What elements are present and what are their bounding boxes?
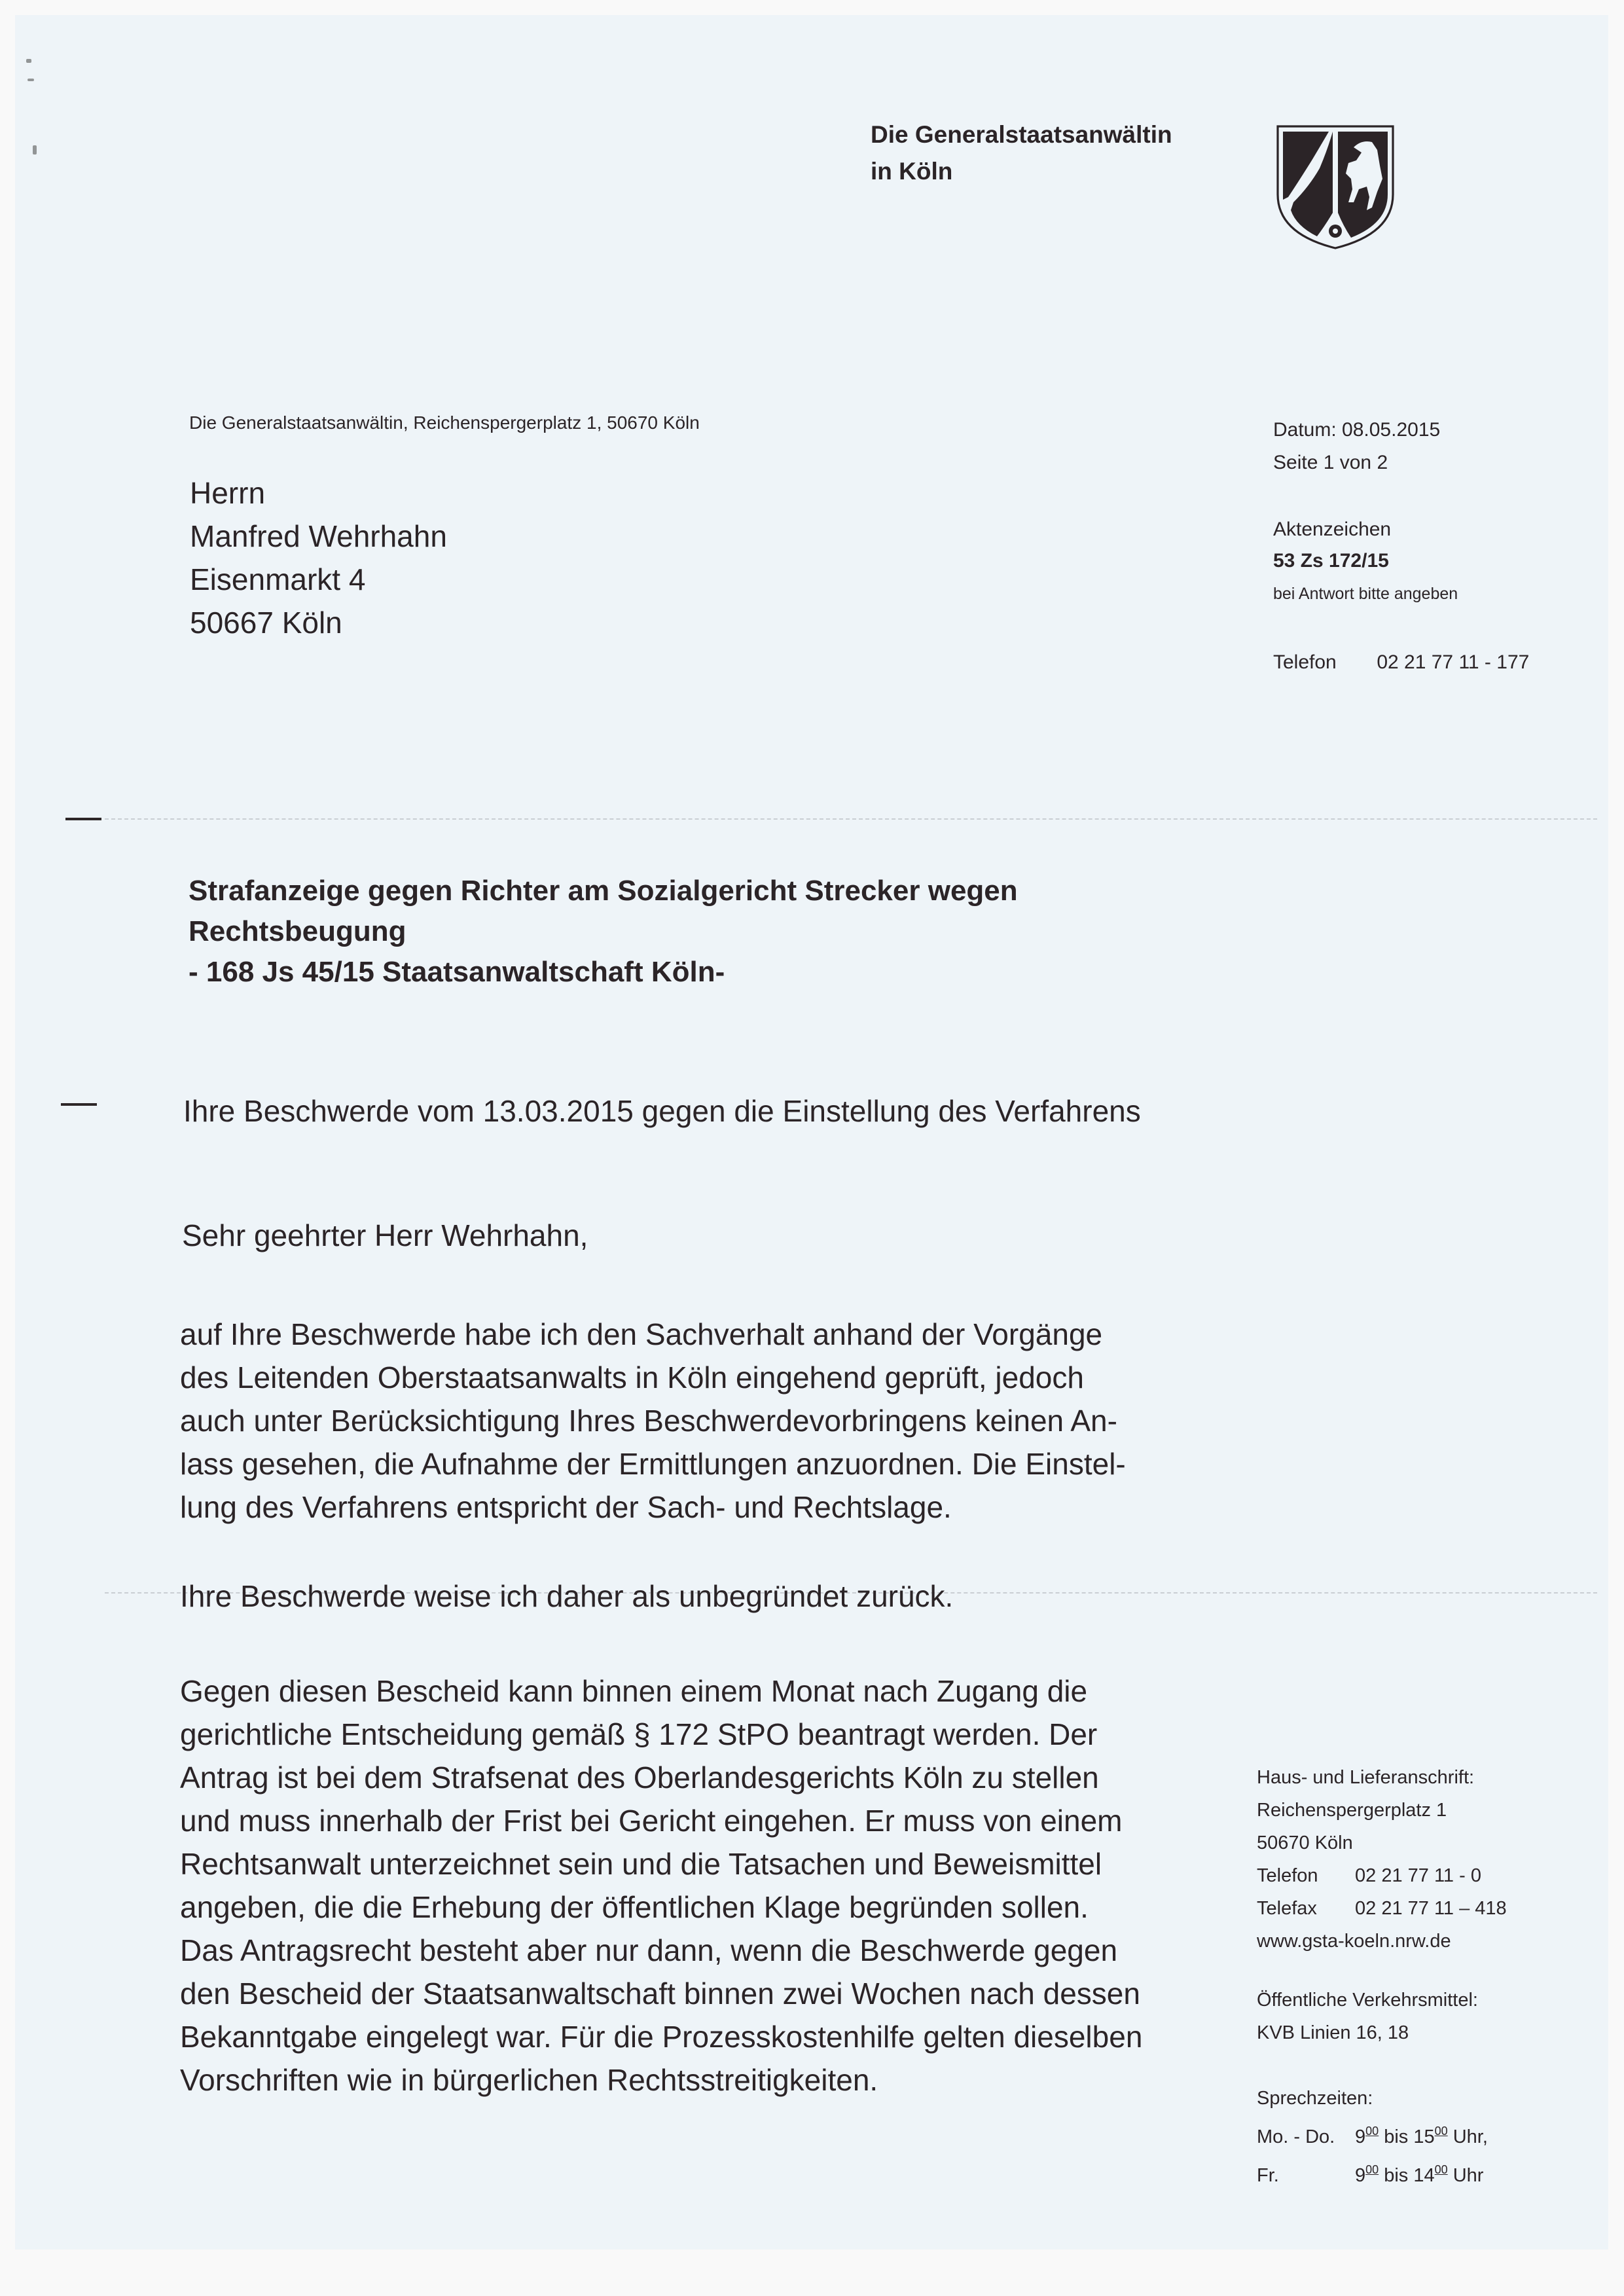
body-line: Vorschriften wie in bürgerlichen Rechtsstreitigkeiten. (180, 2063, 878, 2097)
hours-label: Sprechzeiten: (1257, 2088, 1373, 2109)
body-paragraph-2 (180, 1575, 953, 1618)
sidebar-transit (1257, 1984, 1478, 2049)
hours-from-minutes: 00 (1365, 2124, 1379, 2138)
body-paragraph-3 (180, 1669, 1142, 2102)
body-line: den Bescheid der Staatsanwaltschaft binnen zwei Wochen nach dessen (180, 1977, 1140, 2011)
file-ref-label: Aktenzeichen (1273, 519, 1392, 540)
file-ref-value: 53 Zs 172/15 (1273, 550, 1389, 572)
recipient-address (190, 471, 447, 644)
scan-artifact (27, 79, 34, 81)
nrw-coat-of-arms-icon (1270, 121, 1401, 252)
hours-bis: bis (1384, 2126, 1409, 2147)
recipient-name: Manfred Wehrhahn (190, 519, 447, 553)
subject-case-number: - 168 Js 45/15 Staatsanwaltschaft Köln- (189, 956, 725, 988)
sender-return-address: Die Generalstaatsanwältin, Reichenspergerplatz 1, 50670 Köln (189, 412, 700, 433)
fold-mark-lower (61, 1103, 97, 1106)
date-value: 08.05.2015 (1342, 419, 1441, 441)
transit-lines: KVB Linien 16, 18 (1257, 2022, 1409, 2043)
recipient-street: Eisenmarkt 4 (190, 562, 366, 596)
page-indicator: Seite 1 von 2 (1273, 452, 1388, 473)
file-ref-note: bei Antwort bitte angeben (1273, 585, 1458, 603)
sidebar-office-hours (1257, 2082, 1488, 2192)
hours-suffix: Uhr (1453, 2165, 1484, 2186)
sidebar-fax-value: 02 21 77 11 – 418 (1355, 1898, 1507, 1919)
hours-bis: bis (1384, 2165, 1409, 2186)
sidebar-fax-label: Telefax (1257, 1898, 1317, 1919)
hours-from: 9 (1355, 2126, 1366, 2147)
website-link[interactable]: www.gsta-koeln.nrw.de (1257, 1931, 1451, 1952)
body-line: Bekanntgabe eingelegt war. Für die Prozesskostenhilfe gelten dieselben (180, 2020, 1143, 2054)
body-line: Das Antragsrecht besteht aber nur dann, wenn die Beschwerde gegen (180, 1933, 1118, 1967)
hours-days: Mo. - Do. (1257, 2126, 1335, 2147)
body-line: Gegen diesen Bescheid kann binnen einem Monat nach Zugang die (180, 1674, 1088, 1708)
body-line: des Leitenden Oberstaatsanwalts in Köln eingehend geprüft, jedoch (180, 1360, 1084, 1394)
body-line: und muss innerhalb der Frist bei Gericht eingehen. Er muss von einem (180, 1804, 1123, 1838)
sidebar-phone-row (1257, 1859, 1507, 1892)
date-label: Datum: (1273, 419, 1337, 441)
sidebar-fax-row (1257, 1892, 1507, 1925)
subject-line-2: Rechtsbeugung (189, 915, 406, 947)
authority-line-1: Die Generalstaatsanwältin (871, 121, 1172, 148)
body-line: lung des Verfahrens entspricht der Sach- und Rechtslage. (180, 1490, 952, 1524)
body-paragraph-1 (180, 1313, 1126, 1529)
hours-to-minutes: 00 (1434, 2163, 1448, 2176)
body-line: Antrag ist bei dem Strafsenat des Oberlandesgerichts Köln zu stellen (180, 1760, 1099, 1795)
sidebar-phone-value: 02 21 77 11 - 0 (1355, 1865, 1481, 1886)
hours-from: 9 (1355, 2165, 1366, 2186)
hours-row (1257, 2153, 1488, 2192)
body-line: auch unter Berücksichtigung Ihres Beschwerdevorbringens keinen An- (180, 1404, 1117, 1438)
subject-line-1: Strafanzeige gegen Richter am Sozialgericht Strecker wegen (189, 875, 1018, 907)
body-line: Rechtsanwalt unterzeichnet sein und die Tatsachen und Beweismittel (180, 1847, 1102, 1881)
body-line: auf Ihre Beschwerde habe ich den Sachverhalt anhand der Vorgänge (180, 1317, 1103, 1351)
phone-label: Telefon (1273, 651, 1337, 673)
body-line: angeben, die die Erhebung der öffentlichen Klage begründen sollen. (180, 1890, 1089, 1924)
scan-artifact (33, 145, 37, 155)
authority-line-2: in Köln (871, 158, 953, 185)
hours-to-minutes: 00 (1434, 2124, 1448, 2138)
subject (189, 871, 1018, 993)
sidebar-phone-label: Telefon (1257, 1865, 1318, 1886)
address-city: 50670 Köln (1257, 1832, 1353, 1853)
hours-to: 14 (1413, 2165, 1435, 2186)
authority-name (871, 117, 1172, 190)
recipient-title: Herrn (190, 476, 266, 510)
hours-to: 15 (1413, 2126, 1435, 2147)
body-line: gerichtliche Entscheidung gemäß § 172 StPO beantragt werden. Der (180, 1717, 1098, 1751)
phone-row (1273, 651, 1529, 674)
fold-mark-upper (65, 818, 101, 820)
body-line: lass gesehen, die Aufnahme der Ermittlungen anzuordnen. Die Einstel- (180, 1447, 1126, 1481)
sidebar-address (1257, 1761, 1507, 1958)
body-line: Ihre Beschwerde weise ich daher als unbegründet zurück. (180, 1579, 954, 1613)
recipient-city: 50667 Köln (190, 606, 342, 640)
hours-days: Fr. (1257, 2165, 1279, 2186)
address-label: Haus- und Lieferanschrift: (1257, 1767, 1475, 1788)
hours-suffix: Uhr, (1453, 2126, 1488, 2147)
reference-line: Ihre Beschwerde vom 13.03.2015 gegen die Einstellung des Verfahrens (183, 1094, 1141, 1128)
hours-row (1257, 2115, 1488, 2153)
scan-artifact (26, 59, 31, 63)
fold-line-upper (105, 818, 1597, 820)
date-row (1273, 419, 1440, 441)
hours-from-minutes: 00 (1365, 2163, 1379, 2176)
transit-label: Öffentliche Verkehrsmittel: (1257, 1990, 1478, 2011)
phone-value: 02 21 77 11 - 177 (1377, 651, 1530, 673)
address-street: Reichenspergerplatz 1 (1257, 1800, 1447, 1821)
salutation: Sehr geehrter Herr Wehrhahn, (182, 1218, 588, 1252)
